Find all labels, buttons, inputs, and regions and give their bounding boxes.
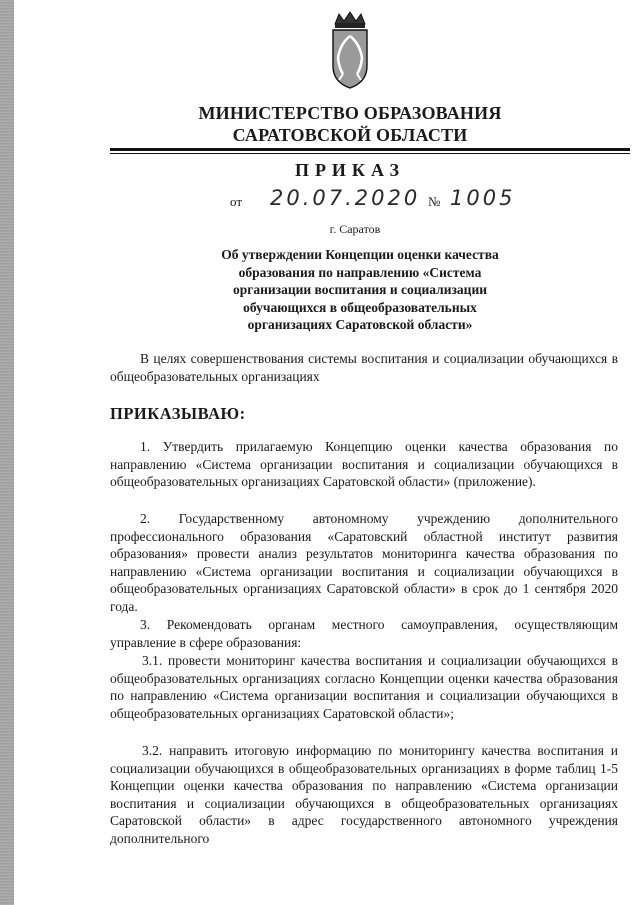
item-3-2: 3.2. направить итоговую информацию по мониторингу качества воспитания и социализации обучающихся в общеобразовательных организациях в форме таблиц 1-5 Концепции оценки качества образования по направлению «Система организации воспитания и социализации обучающихся в общеобразовательных организациях Саратовской области» в адрес государственного автономного учреждения дополнительного: [110, 743, 618, 846]
header-divider-thin: [110, 153, 630, 154]
preamble: В целях совершенствования системы воспитания и социализации обучающихся в общеобразовательных организациях: [110, 351, 618, 384]
date-label: от: [230, 194, 243, 209]
number-label: №: [428, 194, 441, 209]
order-title: ПРИКАЗ: [294, 160, 406, 180]
item-3: 3. Рекомендовать органам местного самоуправления, осуществляющим управление в сфере образования:: [110, 617, 618, 650]
city: г. Саратов: [329, 222, 381, 236]
item-2: 2. Государственному автономному учреждению дополнительного профессионального образования «Саратовский областной институт развития образования» провести анализ результатов мониторинга качества образования по направлению «Система организации воспитания и социализации обучающихся в общеобразовательных организациях Саратовской области» в срок до 1 сентября 2020 года.: [110, 511, 618, 614]
item-1: 1. Утвердить прилагаемую Концепцию оценки качества образования по направлению «Система организации воспитания и социализации обучающихся в общеобразовательных организациях Саратовской области» (приложение).: [110, 439, 618, 490]
order-date-handwritten: 20.07.2020: [270, 186, 421, 210]
subject-line: Об утверждении Концепции оценки качества: [221, 247, 499, 262]
subject-line: образования по направлению «Система: [238, 264, 482, 280]
decree-word: ПРИКАЗЫВАЮ:: [110, 404, 246, 423]
saratov-coat-of-arms-icon: [325, 10, 375, 90]
header-divider: [110, 148, 630, 151]
subject-line: организациях Саратовской области»: [247, 317, 473, 332]
ministry-name: [160, 102, 540, 146]
order-number-handwritten: 1005: [450, 186, 516, 210]
ministry-line-1: МИНИСТЕРСТВО ОБРАЗОВАНИЯ: [198, 103, 502, 123]
subject-line: обучающихся в общеобразовательных: [243, 299, 477, 315]
item-3-1: 3.1. провести мониторинг качества воспитания и социализации обучающихся в общеобразовательных организациях согласно Концепции оценки качества образования по направлению «Система организации воспитания и социализации обучающихся в общеобразовательных организациях Саратовской области»;: [110, 653, 618, 721]
subject-line: организации воспитания и социализации: [232, 282, 488, 297]
scan-edge: [0, 0, 14, 905]
ministry-line-2: САРАТОВСКОЙ ОБЛАСТИ: [232, 125, 468, 145]
order-subject: [205, 246, 515, 334]
order-date-number: [230, 186, 550, 216]
